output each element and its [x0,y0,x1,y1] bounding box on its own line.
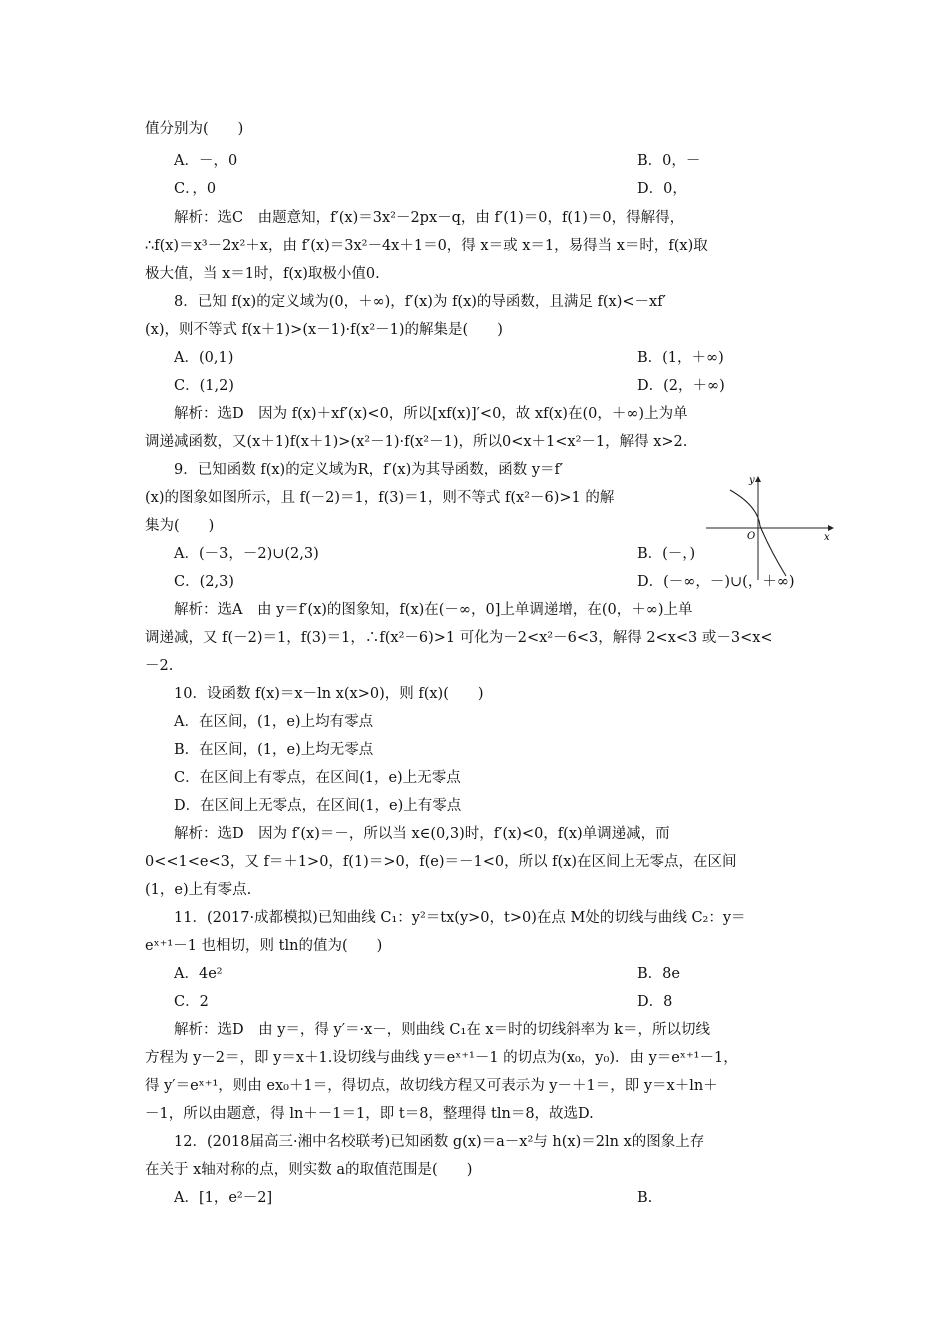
x-axis-label: x [824,532,830,543]
text-line: 调递减函数，又(x＋1)f(x＋1)>(x²－1)·f(x²－1)，所以0<x＋1<x²－1，解得 x>2. [145,434,688,450]
options-row [174,375,725,397]
option-right: D．8 [637,994,673,1010]
option-line: A．在区间，(1，e)上均有零点 [174,714,374,730]
option-line: D．在区间上无零点，在区间(1，e)上有零点 [174,798,462,814]
options-row [174,963,680,985]
option-line: C．在区间上有零点，在区间(1，e)上无零点 [174,770,461,786]
option-right: D．(－∞，－)∪(，＋∞) [637,574,795,590]
option-left: C．2 [174,994,209,1010]
option-left: C．，0 [174,181,217,197]
option-left: A．4e² [174,966,223,982]
option-right: B．8e [637,966,680,982]
text-line: ∴f(x)＝x³－2x²＋x，由 f′(x)＝3x²－4x＋1＝0，得 x＝或 x＝1，易得当 x＝时，f(x)取 [145,238,708,254]
text-line: (x)的图象如图所示，且 f(－2)＝1，f(3)＝1，则不等式 f(x²－6)>1 的解 [145,490,615,506]
text-line: 解析：选A 由 y＝f′(x)的图象知，f(x)在(－∞，0]上单调递增，在(0，＋∞)上单 [174,602,693,618]
text-line: 极大值，当 x＝1时，f(x)取极小值0. [145,266,380,282]
text-line: 方程为 y－2＝，即 y＝x＋1.设切线与曲线 y＝eˣ⁺¹－1 的切点为(x₀，y₀)．由 y＝eˣ⁺¹－1， [145,1050,738,1066]
option-right: D．(2，＋∞) [637,378,725,394]
text-line: 解析：选D 因为 f(x)＋xf′(x)<0，所以[xf(x)]′<0，故 xf(x)在(0，＋∞)上为单 [174,406,688,422]
options-row [174,571,795,593]
derivative-graph-figure [700,470,836,582]
option-right: D．0， [637,181,687,197]
options-row [174,1187,653,1209]
option-line: B．在区间，(1，e)上均无零点 [174,742,374,758]
text-line: 得 y′＝eˣ⁺¹，则由 ex₀＋1＝，得切点，故切线方程又可表示为 y－＋1＝，即 y＝x＋ln＋ [145,1078,718,1094]
text-line: 11．(2017·成都模拟)已知曲线 C₁：y²＝tx(y>0，t>0)在点 M处的切线与曲线 C₂：y＝ [174,910,746,926]
origin-label: O [747,531,756,542]
text-line: 值分别为( ) [145,121,244,137]
text-line: 集为( ) [145,518,215,534]
text-line: 12．(2018届高三·湘中名校联考)已知函数 g(x)＝a－x²与 h(x)＝2ln x的图象上存 [174,1134,705,1150]
text-line: 解析：选D 由 y＝，得 y′＝·x－，则曲线 C₁在 x＝时的切线斜率为 k＝，所以切线 [174,1022,711,1038]
options-row [174,991,673,1013]
option-right: B．0，－ [637,153,701,169]
text-line: 10．设函数 f(x)＝x－ln x(x>0)，则 f(x)( ) [174,686,484,702]
options-row [174,178,687,200]
option-right: B．(1，＋∞) [637,350,724,366]
option-left: A．－，0 [174,153,238,169]
text-line: eˣ⁺¹－1 也相切，则 tln的值为( ) [145,938,383,954]
text-line: 在关于 x轴对称的点，则实数 a的取值范围是( ) [145,1162,473,1178]
y-axis-label: y [749,475,755,486]
option-left: C．(1,2) [174,378,234,394]
text-line: 解析：选C 由题意知，f′(x)＝3x²－2px－q，由 f′(1)＝0，f(1)＝0，得解得， [174,210,685,226]
text-line: 调递减，又 f(－2)＝1，f(3)＝1，∴f(x²－6)>1 可化为－2<x²－6<3，解得 2<x<3 或－3<x< [145,630,773,646]
text-line: (1，e)上有零点. [145,882,252,898]
text-line: 0<<1<e<3，又 f＝＋1>0，f(1)＝>0，f(e)＝－1<0，所以 f(x)在区间上无零点，在区间 [145,854,737,870]
option-right: B. [637,1190,653,1206]
text-line: 9．已知函数 f(x)的定义域为R，f′(x)为其导函数，函数 y＝f′ [174,462,564,478]
text-line: (x)，则不等式 f(x＋1)>(x－1)·f(x²－1)的解集是( ) [145,322,503,338]
options-row [174,347,724,369]
option-left: A．(－3，－2)∪(2,3) [174,546,319,562]
x-axis-arrow-icon [828,525,834,531]
option-left: A．(0,1) [174,350,234,366]
y-axis-arrow-icon [755,476,761,482]
options-row [174,150,701,172]
text-line: 解析：选D 因为 f′(x)＝－，所以当 x∈(0,3)时，f′(x)<0，f(x)单调递减，而 [174,826,670,842]
text-line: 8．已知 f(x)的定义域为(0，＋∞)，f′(x)为 f(x)的导函数，且满足 f(x)<－xf′ [174,294,666,310]
option-left: A．[1，e²－2] [174,1190,273,1206]
options-row [174,543,696,565]
text-line: －2. [145,658,174,674]
text-line: －1，所以由题意，得 ln＋－1＝1，即 t＝8，整理得 tln＝8，故选D. [145,1106,594,1122]
option-left: C．(2,3) [174,574,234,590]
option-right: B．(－，) [637,546,696,562]
